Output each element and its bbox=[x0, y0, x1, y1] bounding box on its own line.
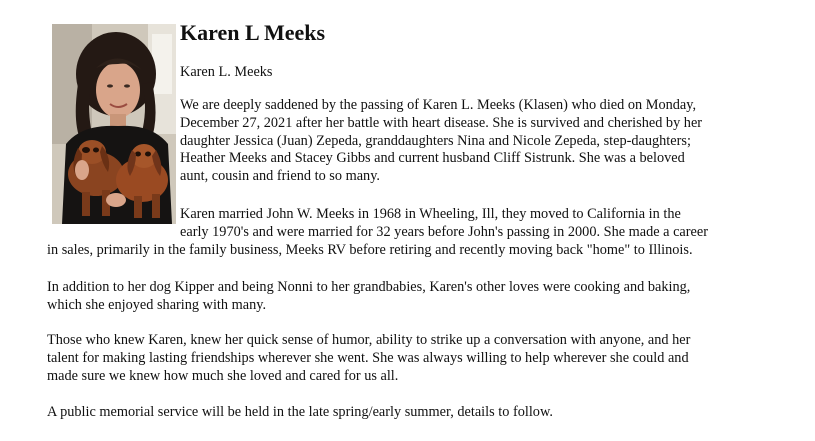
paragraph-line: daughter Jessica (Juan) Zepeda, granddaughters Nina and Nicole Zepeda, step-daughters; bbox=[180, 132, 691, 149]
paragraph-line: early 1970's and were married for 32 years before John's passing in 2000. She made a career bbox=[180, 223, 708, 240]
obituary-heading: Karen L Meeks bbox=[180, 20, 326, 45]
portrait-photo bbox=[52, 24, 176, 224]
paragraph-line: In addition to her dog Kipper and being Nonni to her grandbabies, Karen's other loves were cooking and baking, bbox=[47, 279, 691, 295]
paragraph-survivors bbox=[180, 97, 770, 186]
name-line: Karen L. Meeks bbox=[180, 64, 273, 80]
paragraph-line: A public memorial service will be held in the late spring/early summer, details to follow. bbox=[47, 404, 553, 420]
paragraph-loves bbox=[47, 279, 770, 315]
paragraph-line: which she enjoyed sharing with many. bbox=[47, 296, 267, 313]
paragraph-line: talent for making lasting friendships wherever she went. She was always willing to help wherever she could and bbox=[47, 349, 689, 366]
portrait-image bbox=[52, 24, 176, 224]
paragraph-memorial bbox=[47, 404, 770, 422]
paragraph-line: December 27, 2021 after her battle with heart disease. She is survived and cherished by her bbox=[180, 114, 703, 131]
paragraph-line: Those who knew Karen, knew her quick sense of humor, ability to strike up a conversation with anyone, and her bbox=[47, 332, 691, 348]
paragraph-marriage bbox=[180, 206, 770, 242]
paragraph-character bbox=[47, 332, 770, 385]
paragraph-line: We are deeply saddened by the passing of Karen L. Meeks (Klasen) who died on Monday, bbox=[180, 97, 697, 113]
paragraph-line: aunt, cousin and friend to so many. bbox=[180, 168, 380, 185]
paragraph-line: Heather Meeks and Stacey Gibbs and current husband Cliff Sistrunk. She was a beloved bbox=[180, 150, 685, 167]
paragraph-marriage-continued bbox=[47, 242, 770, 260]
paragraph-line: in sales, primarily in the family business, Meeks RV before retiring and recently moving back "home" to Illinois. bbox=[47, 242, 693, 258]
paragraph-line: Karen married John W. Meeks in 1968 in Wheeling, Ill, they moved to California in the bbox=[180, 206, 681, 222]
paragraph-line: made sure we knew how much she loved and cared for us all. bbox=[47, 367, 399, 384]
